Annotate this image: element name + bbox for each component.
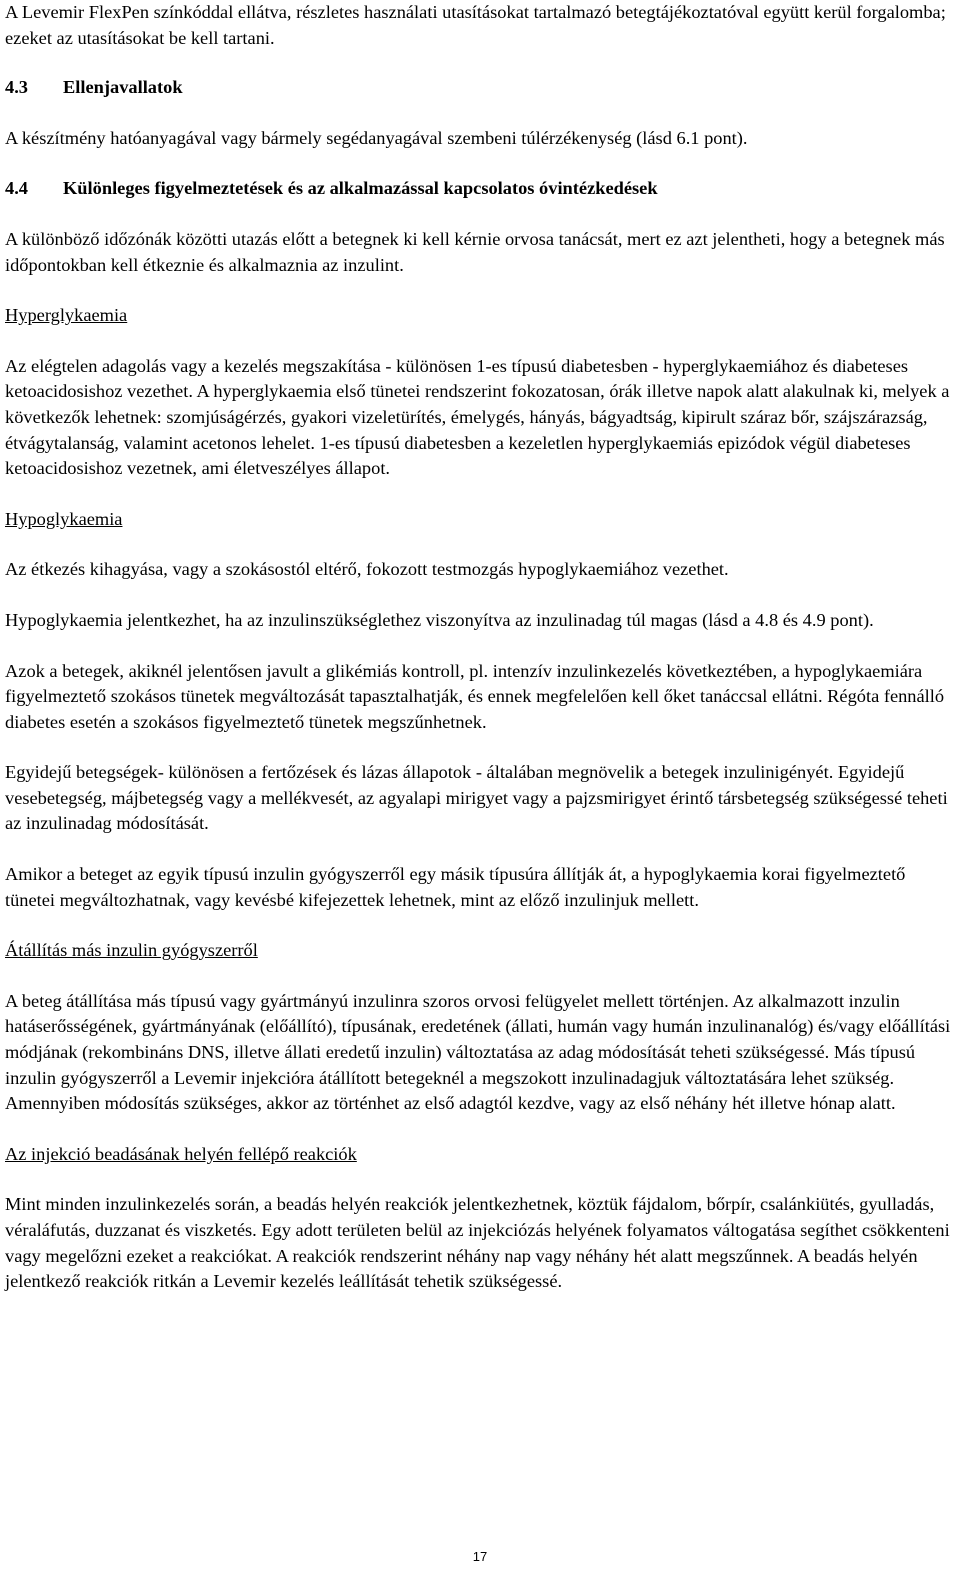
document-page: [5, 0, 953, 1295]
hypoglykaemia-paragraph: Hypoglykaemia jelentkezhet, ha az inzulinszükséglethez viszonyítva az inzulinadag túl magas (lásd a 4.8 és 4.9 pont).: [5, 609, 874, 630]
section-title: Különleges figyelmeztetések és az alkalmazással kapcsolatos óvintézkedések: [63, 178, 658, 199]
switching-paragraph: A beteg átállítása más típusú vagy gyártmányú inzulinra szoros orvosi felügyelet mellett történjen. Az alkalmazott inzulin hatáserősségének, gyártmányának (előállító), típusának, eredetének (állati, humán vagy humán inzulinanalóg) és/vagy előállítási módjának (rekombináns DNS, illetve állati eredetű inzulin) változtatása az adag módosítását teheti szükségessé. Más típusú inzulin gyógyszerről a Levemir injekcióra átállított betegeknél a megszokott inzulinadagjuk változtatására lehet szükség. Amennyiben módosítás szükséges, akkor az történhet az első adagtól kezdve, vagy az első néhány hét illetve hónap alatt.: [5, 990, 951, 1114]
section-title: Ellenjavallatok: [63, 77, 183, 98]
hypoglykaemia-paragraph: Amikor a beteget az egyik típusú inzulin gyógyszerről egy másik típusúra állítják át, a hypoglykaemia korai figyelmeztető tünetei megváltozhatnak, vagy kevésbé kifejezettek lehetnek, mint az előző inzulinjuk mellett.: [5, 864, 906, 910]
section-number: 4.3: [5, 77, 28, 98]
hyperglykaemia-heading: Hyperglykaemia: [5, 305, 128, 326]
hypoglykaemia-paragraph: Az étkezés kihagyása, vagy a szokásostól eltérő, fokozott testmozgás hypoglykaemiához vezethet.: [5, 559, 729, 580]
hypoglykaemia-heading: Hypoglykaemia: [5, 508, 123, 529]
injection-site-paragraph: Mint minden inzulinkezelés során, a beadás helyén reakciók jelentkezhetnek, köztük fájdalom, bőrpír, csalánkiütés, gyulladás, véraláfutás, duzzanat és viszketés. Egy adott területen belül az injekciózás helyének folyamatos váltogatása segíthet csökkenteni vagy megelőzni ezeket a reakciókat. A reakciók rendszerint néhány nap vagy néhány hét alatt megszűnnek. A beadás helyén jelentkező reakciók ritkán a Levemir kezelés leállítását tehetik szükségessé.: [5, 1194, 950, 1292]
hypoglykaemia-paragraph: Azok a betegek, akiknél jelentősen javult a glikémiás kontroll, pl. intenzív inzulinkezelés következtében, a hypoglykaemiára figyelmeztető szokásos tünetek megváltozását tapasztalhatják, és ennek megfelelően kell őket tanáccsal ellátni. Régóta fennálló diabetes esetén a szokásos figyelmeztető tünetek megszűnhetnek.: [5, 660, 945, 732]
contraindications-paragraph: A készítmény hatóanyagával vagy bármely segédanyagával szembeni túlérzékenység (lásd 6.1 pont).: [5, 127, 748, 148]
hypoglykaemia-paragraph: Egyidejű betegségek- különösen a fertőzések és lázas állapotok - általában megnövelik a betegek inzulinigényét. Egyidejű vesebetegség, májbetegség vagy a mellékvesét, az agyalapi mirigyet vagy a pajzsmirigyet érintő társbetegség szükségessé teheti az inzulinadag módosítását.: [5, 762, 948, 834]
intro-paragraph: A Levemir FlexPen színkóddal ellátva, részletes használati utasításokat tartalmazó betegtájékoztatóval együtt kerül forgalomba; ezeket az utasításokat be kell tartani.: [5, 2, 946, 48]
injection-site-heading: Az injekció beadásának helyén fellépő reakciók: [5, 1143, 357, 1164]
travel-warning-paragraph: A különböző időzónák közötti utazás előtt a betegnek ki kell kérnie orvosa tanácsát, mert ez azt jelentheti, hogy a betegnek más időpontokban kell étkeznie és alkalmaznia az inzulint.: [5, 228, 945, 275]
section-number: 4.4: [5, 178, 28, 199]
section-4-3-heading: [5, 75, 953, 101]
section-4-4-heading: [5, 176, 953, 202]
hyperglykaemia-paragraph: Az elégtelen adagolás vagy a kezelés megszakítása - különösen 1-es típusú diabetesben - hyperglykaemiához és diabeteses ketoacidosishoz vezethet. A hyperglykaemia első tünetei rendszerint fokozatosan, órák illetve napok alatt alakulnak ki, melyek a következők lehetnek: szomjúságérzés, gyakori vizeletürítés, émelygés, hányás, bágyadtság, kipirult száraz bőr, szájszárazság, étvágytalanság, valamint acetonos lehelet. 1-es típusú diabetesben a kezeletlen hyperglykaemiás epizódok végül diabeteses ketoacidosishoz vezetnek, ami életveszélyes állapot.: [5, 355, 950, 479]
page-number: 17: [472, 1549, 488, 1564]
switching-heading: Átállítás más inzulin gyógyszerről: [5, 940, 258, 961]
